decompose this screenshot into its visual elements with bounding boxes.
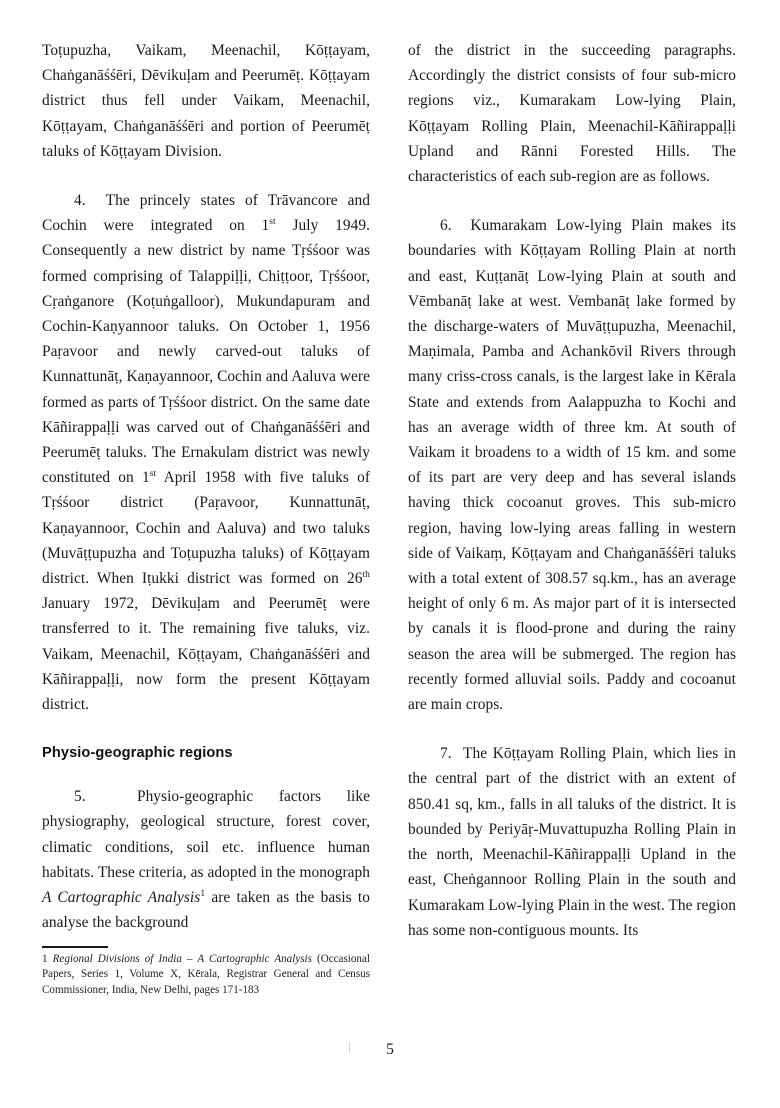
paragraph-7-text: The Kōṭṭayam Rolling Plain, which lies in the central part of the district with an extent of 850.41 sq, km., falls in all taluks of the district. It is bounded by Periyāṛ-Muvattupuzha Rolling Plain in the north, Meenachil-Kāñirappaḷḷi Upland in the east, Cheṅgannoor Rolling Plain in the south and Kumarakam Low-lying Plain in the west. The region has some non-contiguous mounts. Its	[408, 745, 736, 939]
page-number-footer	[0, 1040, 780, 1060]
ordinal-suffix-st-2: st	[149, 468, 157, 480]
paragraph-4-text-part4: January 1972, Dēvikuḷam and Peerumēṭ were transferred to it. The remaining five taluks, viz. Vaikam, Meenachil, Kōṭṭayam, Chaṅganāśśēri and Kāñirappaḷḷi, now form the present Kōṭṭayam district.	[42, 595, 370, 714]
footnote-title-italic: Regional Divisions of India – A Cartographic Analysis	[52, 953, 312, 965]
footnote-citation-rest: (Occasional Papers, Series 1, Volume X, Kērala, Registrar General and Census Commissioner, India, New Delhi, pages 171-183	[42, 953, 370, 996]
paragraph-5	[42, 784, 370, 935]
monograph-title-italic: A Cartographic Analysis	[42, 889, 201, 907]
paragraph-5-text-part2: are taken as the basis to analyse the background	[42, 889, 370, 932]
footnote-number: 1	[42, 953, 48, 965]
paragraph-6	[408, 213, 736, 717]
paragraph-5-number: 5.	[74, 788, 86, 806]
footnote-reference-marker: 1	[200, 887, 206, 899]
footnote-block	[42, 946, 370, 998]
paragraph-4-number: 4.	[74, 192, 86, 210]
paragraph-7-number: 7.	[440, 745, 452, 763]
ordinal-suffix-st-1: st	[269, 216, 276, 228]
section-heading-physio-geographic-regions: Physio-geographic regions	[42, 745, 233, 762]
paragraph-5-text-part1: Physio-geographic factors like physiography, geological structure, forest cover, climatic conditions, soil etc. influence human habitats. These criteria, as adopted in the monograph	[42, 788, 370, 881]
paragraph-taluks-list: Toṭupuzha, Vaikam, Meenachil, Kōṭṭayam, Chaṅganāśśēri, Dēvikuḷam and Peerumēṭ. Kōṭṭayam district thus fell under Vaikam, Meenachil, Kōṭṭayam, Chaṅganāśśēri and portion of Peerumēṭ taluks of Kōṭṭayam Division.	[42, 42, 370, 160]
paragraph-4-text-part3: April 1958 with five taluks of Tṛśśoor district (Paṛavoor, Kunnattunāṭ, Kaṇayannoor, Cochin and Aaluva) and two taluks (Muvāṭṭupuzha and Toṭupuzha taluks) of Kōṭṭayam district. When Iṭukki district was formed on 26	[42, 469, 370, 588]
footnote-separator-rule	[42, 946, 108, 948]
paragraph-continued-from-previous-page: of the district in the succeeding paragraphs. Accordingly the district consists of four sub-micro regions viz., Kumarakam Low-lying Plain, Kōṭṭayam Rolling Plain, Meenachil-Kāñirappaḷḷi Upland and Rānni Forested Hills. The characteristics of each sub-region are as follows.	[408, 42, 736, 186]
paragraph-6-text: Kumarakam Low-lying Plain makes its boundaries with Kōṭṭayam Rolling Plain at north and east, Kuṭṭanāṭ Low-lying Plain at south and Vēmbanāṭ lake at west. Vembanāṭ lake formed by the discharge-waters of Muvāṭṭupuzha, Meenachil, Maṇimala, Pamba and Achankōvil Rivers through many criss-cross canals, is the largest lake in Kērala State and extends from Aalappuzha to Kochi and has an average width of three km. At south of Vaikam it broadens to a width of 15 km. and some of its part are very deep and has several islands having thick cocoanut groves. This sub-micro region, having low-lying areas falling in western side of Vaikaṃ, Kōṭṭayam and Chaṅganāśśēri taluks with a total extent of 308.57 sq.km., has an average height of only 6 m. As major part of it is intersected by canals it is flood-prone and during the rainy season the area will be submerged. The region has recently formed alluvial soils. Paddy and cocoanut are main crops.	[408, 217, 736, 714]
ordinal-suffix-th: th	[362, 568, 370, 580]
paragraph-4-text-part2: July 1949. Consequently a new district by name Tṛśśoor was formed comprising of Talappiḷḷi, Chiṭṭoor, Tṛśśoor, Cṛaṅganore (Koṭuṅgalloor), Mukundapuram and Cochin-Kaṇyannoor taluks. On October 1, 1956 Paṛavoor and newly carved-out taluks of Kunnattunāṭ, Kaṇayannoor, Cochin and Aaluva were formed as parts of Tṛśśoor district. On the same date Kāñirappaḷḷi was carved out of Chaṅganāśśēri and Peerumēṭ taluks. The Ernakulam district was newly constituted on 1	[42, 217, 370, 487]
paragraph-4	[42, 188, 370, 717]
right-column	[408, 38, 736, 943]
paragraph-7	[408, 741, 736, 943]
footnote-text	[42, 952, 370, 998]
two-column-body	[0, 38, 780, 996]
paragraph-6-number: 6.	[440, 217, 452, 235]
page-number-tick-mark	[349, 1042, 350, 1053]
page-number-value: 5	[386, 1041, 394, 1058]
paragraph-4-text-part1: The princely states of Trāvancore and Cochin were integrated on 1	[42, 192, 371, 235]
left-column	[42, 38, 371, 996]
